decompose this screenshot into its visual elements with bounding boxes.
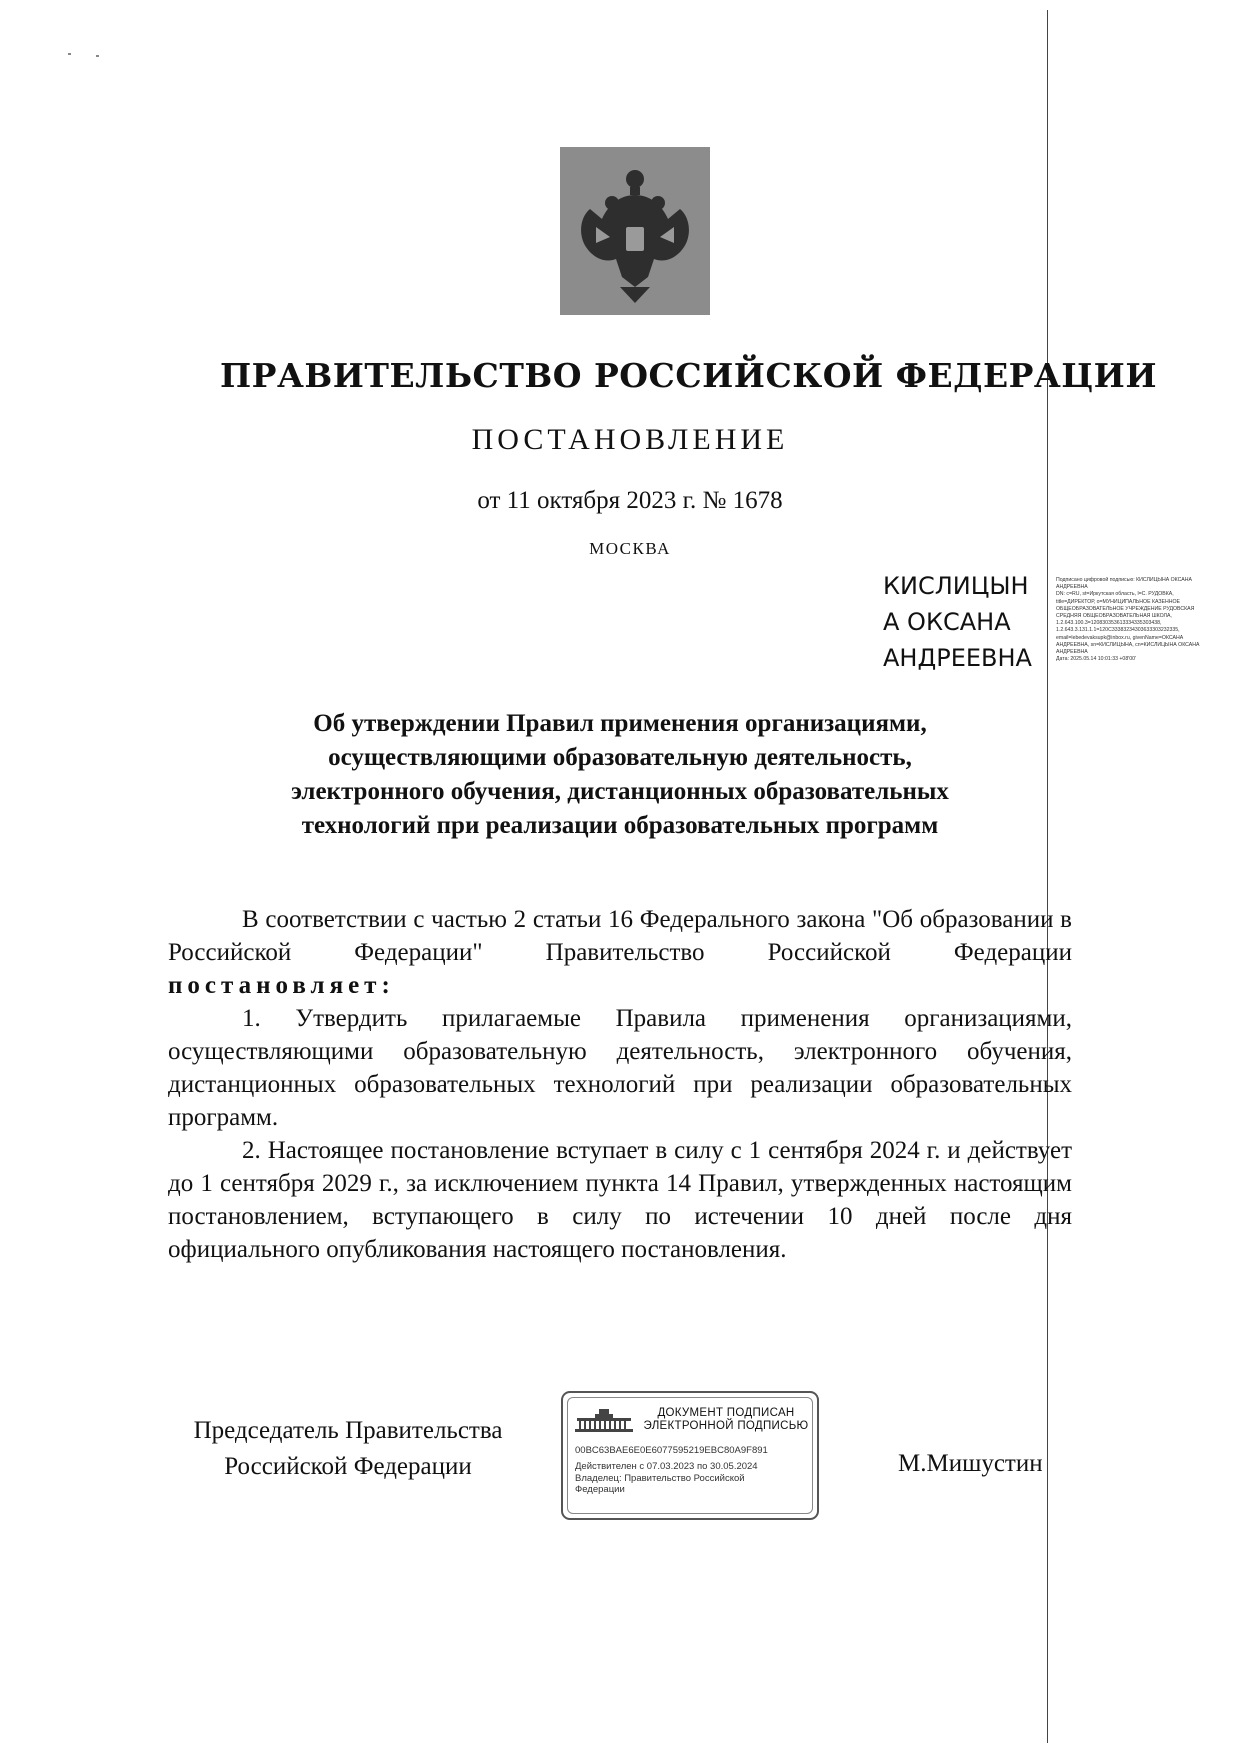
signature-detail-line: Подписано цифровой подписью: КИСЛИЦЫНА ОКСАНА xyxy=(1056,577,1192,583)
digital-signer-name-line: АНДРЕЕВНА xyxy=(883,644,1032,672)
scan-speck xyxy=(96,55,99,57)
signature-detail-line: ОБЩЕОБРАЗОВАТЕЛЬНОЕ УЧРЕЖДЕНИЕ РУДОВСКАЯ xyxy=(1056,605,1195,612)
government-title: ПРАВИТЕЛЬСТВО РОССИЙСКОЙ ФЕДЕРАЦИИ xyxy=(220,356,1158,395)
scan-speck xyxy=(68,53,71,55)
intro-paragraph xyxy=(168,903,1072,1002)
signature-detail-line: АНДРЕЕВНА xyxy=(1056,649,1088,656)
signature-detail-line: 1.2.643.3.131.1.1=120C33383234303633303232335, xyxy=(1056,627,1180,634)
signer-position-line: Председатель Правительства xyxy=(193,1417,503,1444)
stamp-owner-line: Федерации xyxy=(575,1484,625,1495)
decree-item: 2. Настоящее постановление вступает в силу с 1 сентября 2024 г. и действует до 1 сентября 2029 г., за исключением пункта 14 Правил, утвержденных настоящим постановлением, вступающего в силу по истечении 10 дней после дня официального опубликования настоящего постановления. xyxy=(168,1137,1072,1263)
document-city: МОСКВА xyxy=(589,539,671,558)
document-body xyxy=(168,903,1072,1266)
signature-detail-line: title=ДИРЕКТОР, o=МУНИЦИПАЛЬНОЕ КАЗЕННОЕ xyxy=(1056,598,1180,605)
signature-detail-line: СРЕДНЯЯ ОБЩЕОБРАЗОВАТЕЛЬНАЯ ШКОЛА, xyxy=(1056,613,1172,620)
signature-detail-line: АНДРЕЕВНА, sn=КИСЛИЦЫНА, cn=КИСЛИЦЫНА ОКСАНА xyxy=(1056,641,1200,648)
intro-text: В соответствии с частью 2 статьи 16 Федерального закона "Об образовании в Российской Федерации" Правительство Российской Федерации xyxy=(168,906,1072,966)
stamp-owner-line: Владелец: Правительство Российской xyxy=(575,1473,745,1484)
subject-line: Об утверждении Правил применения организациями, xyxy=(313,710,927,737)
signer-name: М.Мишустин xyxy=(898,1450,1043,1477)
digital-signer-name xyxy=(883,568,1043,676)
signer-position-line: Российской Федерации xyxy=(224,1453,472,1480)
signature-detail-line: email=lebedevaksupk@inbox.ru, givenName=ОКСАНА xyxy=(1056,634,1184,641)
stamp-title-line: ДОКУМЕНТ ПОДПИСАН xyxy=(657,1407,795,1419)
digital-signer-name-line: А ОКСАНА xyxy=(883,608,1011,636)
signature-detail-line: 1.2.643.100.3=120830353613334335303438, xyxy=(1056,620,1162,627)
scan-fold-line xyxy=(1047,10,1048,1743)
document-type: ПОСТАНОВЛЕНИЕ xyxy=(471,423,789,456)
stamp-validity: Действителен с 07.03.2023 по 30.05.2024 xyxy=(575,1461,758,1472)
stamp-title-line: ЭЛЕКТРОННОЙ ПОДПИСЬЮ xyxy=(643,1420,809,1432)
signature-detail-line: DN: c=RU, st=Иркутская область, l=С. РУДОВКА, xyxy=(1056,591,1174,598)
signature-detail-line: Дата: 2025.05.14 10:01:33 +08'00' xyxy=(1056,656,1136,663)
document-subject xyxy=(240,707,1000,843)
signer-position xyxy=(158,1413,538,1485)
subject-line: технологий при реализации образовательных программ xyxy=(301,812,939,839)
decree-item: 1. Утвердить прилагаемые Правила применения организациями, осуществляющими образовательную деятельность, электронного обучения, дистанционных образовательных технологий при реализации образовательных программ. xyxy=(168,1005,1072,1131)
digital-signature-details xyxy=(1056,577,1226,663)
electronic-signature-stamp xyxy=(561,1391,819,1520)
stamp-title xyxy=(641,1407,811,1433)
document-date-number: от 11 октября 2023 г. № 1678 xyxy=(477,487,783,514)
subject-line: электронного обучения, дистанционных образовательных xyxy=(291,778,949,805)
subject-line: осуществляющими образовательную деятельность, xyxy=(328,744,912,771)
decree-word: постановляет: xyxy=(168,972,395,999)
signature-detail-line: АНДРЕЕВНА xyxy=(1056,584,1088,591)
digital-signer-name-line: КИСЛИЦЫН xyxy=(883,572,1029,600)
government-building-icon xyxy=(573,1407,635,1433)
double-headed-eagle-icon xyxy=(560,147,710,315)
state-emblem-image xyxy=(560,147,710,315)
stamp-serial: 00BC63BAE6E0E6077595219EBC80A9F891 xyxy=(575,1445,768,1456)
